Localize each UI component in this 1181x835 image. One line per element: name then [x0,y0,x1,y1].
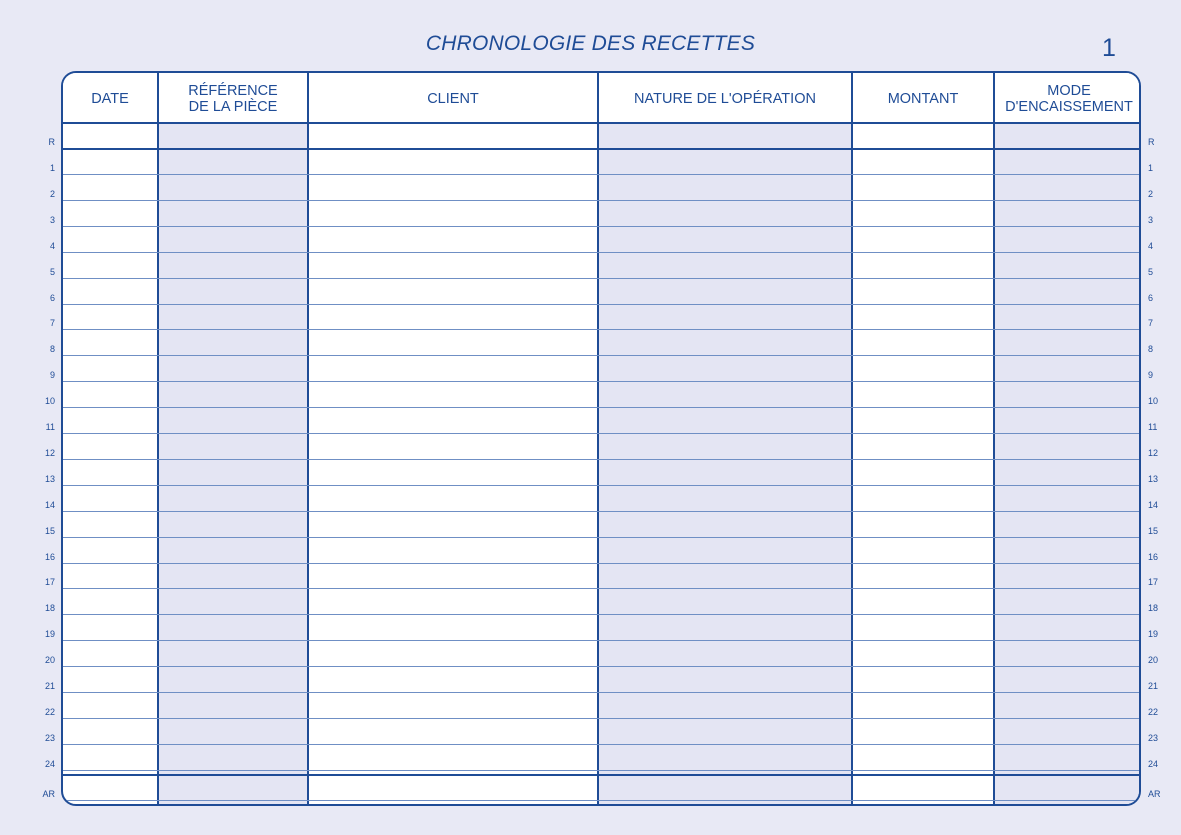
row-number-left: 4 [49,240,55,251]
row-number-left: 23 [44,732,55,743]
table-row-rule [63,252,1139,253]
montant-column [851,73,993,804]
row-number-right: 20 [1148,655,1159,666]
row-number-right: 21 [1148,681,1159,691]
header-date-label: DATE [91,90,129,107]
row-number-left: 12 [44,447,55,458]
row-number-right: 18 [1148,603,1159,614]
table-row-rule [63,563,1139,564]
row-number-left: 11 [45,422,55,432]
header-nature-label: NATURE DE L'OPÉRATION [634,90,816,107]
table-row-rule [63,200,1139,201]
row-number-left: 3 [49,214,55,225]
row-number-right: 22 [1148,706,1159,717]
header-client [307,73,597,124]
row-number-right: 23 [1148,732,1159,743]
row-number-right: 1 [1148,163,1154,173]
table-row-rule [63,770,1139,771]
row-number-right: 15 [1148,525,1159,536]
row-number-right: AR [1148,789,1161,799]
client-column [307,73,597,804]
row-number-left: 22 [44,706,55,717]
row-number-right: 19 [1148,629,1159,640]
row-number-right: 6 [1148,292,1154,303]
header-montant-label: MONTANT [887,90,959,107]
row-number-right: 9 [1148,370,1154,381]
table-row-rule [63,588,1139,589]
table-row-rule [63,692,1139,693]
table-row-rule [63,666,1139,667]
table-row-rule [63,614,1139,615]
row-number-right: 2 [1148,188,1154,199]
row-number-left: R [48,137,55,147]
row-number-right: 13 [1148,473,1159,484]
row-number-right: 8 [1148,344,1154,355]
row-number-left: 8 [49,344,55,355]
header-montant [851,73,993,124]
row-number-right: 14 [1148,499,1159,510]
table-row-rule [63,407,1139,408]
row-number-right: 11 [1148,422,1158,432]
row-number-left: 20 [44,655,55,666]
ledger-table [61,71,1141,806]
row-number-left: 19 [44,629,55,640]
table-row-rule [63,174,1139,175]
table-rule-thick [63,148,1139,150]
row-number-right: 3 [1148,214,1154,225]
table-row-rule [63,329,1139,330]
header-client-label: CLIENT [427,90,479,107]
row-number-right: 24 [1148,758,1159,769]
row-number-left: 2 [49,188,55,199]
row-number-left: 21 [44,681,55,691]
table-row-rule [63,304,1139,305]
row-number-left: 10 [44,396,55,407]
header-reference-line2: DE LA PIÈCE [188,98,278,115]
table-row-rule [63,278,1139,279]
table-row-rule [63,485,1139,486]
header-reference [157,73,307,124]
row-number-right: 5 [1148,266,1154,277]
row-number-left: 16 [44,551,55,562]
table-row-rule [63,433,1139,434]
date-column [63,73,157,804]
row-number-left: 7 [49,318,55,329]
header-date [63,73,157,124]
table-row-rule [63,459,1139,460]
table-row-rule [63,226,1139,227]
row-number-right: 17 [1148,577,1159,588]
table-row-rule [63,800,1139,801]
row-number-right: 10 [1148,396,1159,407]
row-number-left: 9 [49,370,55,381]
header-mode [993,73,1141,124]
row-number-right: R [1148,137,1155,147]
table-row-rule [63,381,1139,382]
table-row-rule [63,511,1139,512]
header-mode-line1: MODE [1047,82,1091,99]
row-number-left: 1 [49,163,55,173]
header-reference-line1: RÉFÉRENCE [188,82,278,99]
header-mode-line2: D'ENCAISSEMENT [1005,98,1133,115]
row-number-left: 5 [49,266,55,277]
row-number-left: 18 [44,603,55,614]
table-row-rule [63,718,1139,719]
row-number-left: 6 [49,292,55,303]
row-number-left: 13 [44,473,55,484]
row-number-left: 24 [44,758,55,769]
row-number-right: 12 [1148,447,1159,458]
page-title: CHRONOLOGIE DES RECETTES [425,32,756,55]
mode-column [993,73,1141,804]
table-row-rule [63,640,1139,641]
row-number-left: AR [42,789,55,799]
row-number-right: 16 [1148,551,1159,562]
row-number-left: 14 [44,499,55,510]
page-number: 1 [1102,34,1116,62]
row-number-right: 4 [1148,240,1154,251]
header-nature [597,73,851,124]
row-number-left: 15 [44,525,55,536]
table-row-rule [63,537,1139,538]
table-row-rule [63,744,1139,745]
table-rule-thick [63,122,1139,124]
table-row-rule [63,355,1139,356]
table-rule-thick [63,774,1139,776]
nature-column [597,73,851,804]
row-number-left: 17 [44,577,55,588]
reference-column [157,73,307,804]
row-number-right: 7 [1148,318,1154,329]
